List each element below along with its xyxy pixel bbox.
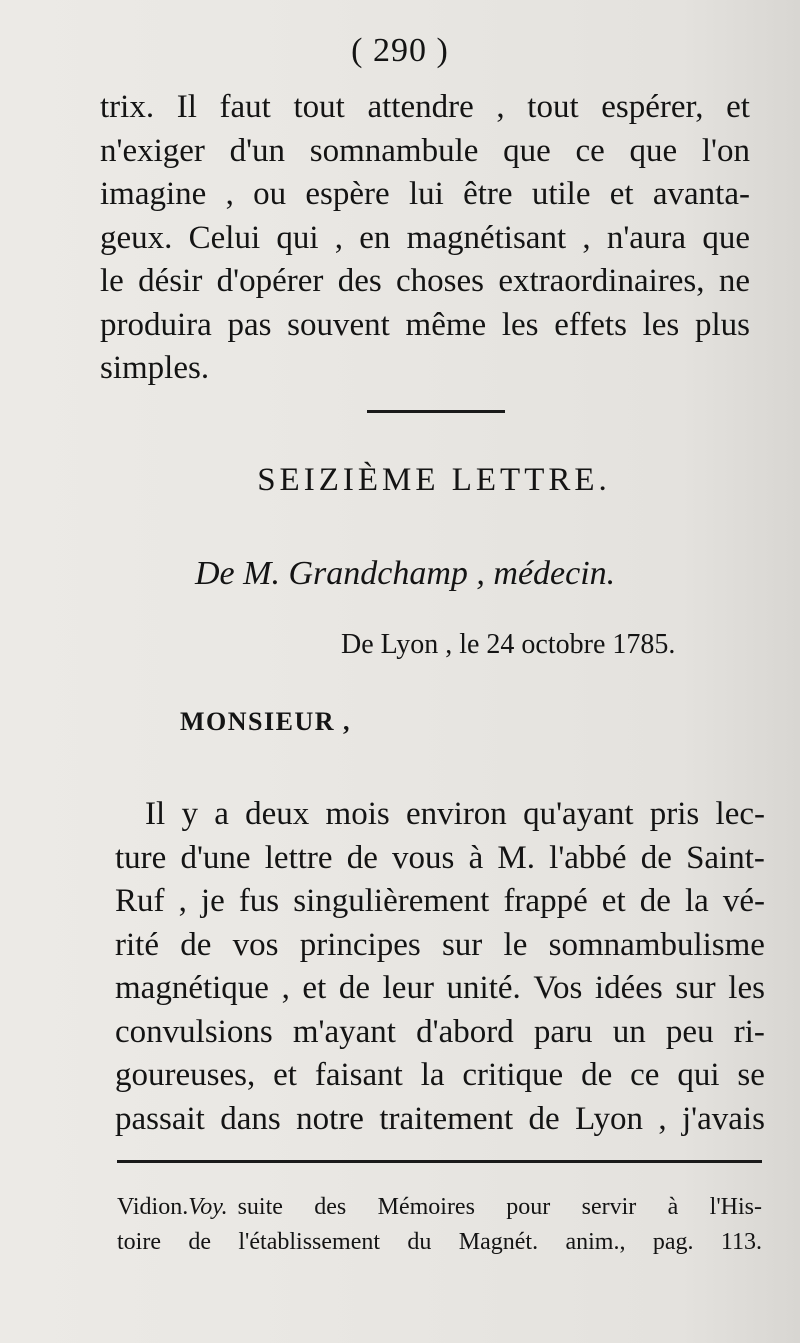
word: Il bbox=[145, 796, 166, 832]
word: dans bbox=[220, 1100, 281, 1137]
footnote-text: Vidion. bbox=[117, 1194, 189, 1220]
word: , bbox=[496, 89, 505, 125]
word: un bbox=[612, 1013, 646, 1050]
footnote bbox=[117, 1190, 762, 1260]
page-number: ( 290 ) bbox=[351, 32, 449, 69]
word: principes bbox=[299, 926, 421, 963]
word: ce bbox=[575, 132, 605, 169]
word: à bbox=[667, 1194, 679, 1220]
word: à bbox=[468, 839, 484, 876]
word: tout bbox=[527, 89, 579, 125]
word: de bbox=[180, 926, 212, 963]
word: tout bbox=[293, 89, 345, 125]
text-line bbox=[100, 347, 750, 391]
word: ri- bbox=[733, 1013, 765, 1050]
word: qui bbox=[276, 219, 319, 256]
word: goureuses, bbox=[115, 1057, 256, 1093]
word: de bbox=[581, 1057, 613, 1093]
word: pris bbox=[649, 796, 700, 832]
word: d'opérer bbox=[216, 263, 324, 299]
word: avanta- bbox=[652, 176, 750, 212]
word: de bbox=[528, 1100, 560, 1137]
word: de bbox=[188, 1229, 212, 1255]
word: et bbox=[601, 883, 626, 919]
word: 113. bbox=[720, 1229, 762, 1255]
word: vous bbox=[392, 839, 455, 876]
word: trix. bbox=[100, 89, 155, 125]
word: lui bbox=[408, 176, 444, 212]
word: suite bbox=[237, 1194, 283, 1220]
word: imagine bbox=[100, 176, 207, 212]
word: souvent bbox=[287, 306, 390, 343]
word: je bbox=[200, 883, 225, 919]
word: mois bbox=[325, 796, 390, 832]
word: ou bbox=[253, 176, 287, 212]
letter-salutation: MONSIEUR , bbox=[180, 707, 352, 736]
text-line bbox=[100, 260, 750, 304]
word: M. bbox=[497, 839, 535, 876]
word: l'on bbox=[701, 132, 750, 169]
word: plus bbox=[694, 306, 750, 343]
word: d'un bbox=[229, 132, 286, 169]
word: ce bbox=[630, 1057, 660, 1093]
text-line bbox=[100, 217, 750, 261]
text-line bbox=[100, 86, 750, 130]
word: m'ayant bbox=[292, 1013, 396, 1050]
word: peu bbox=[665, 1013, 714, 1050]
word: , bbox=[334, 219, 344, 256]
word: Saint- bbox=[686, 839, 765, 876]
word: sur bbox=[675, 970, 716, 1006]
word: ne bbox=[718, 263, 750, 299]
footnote-text bbox=[238, 1190, 762, 1225]
text-line bbox=[115, 1054, 765, 1098]
word: de bbox=[346, 839, 378, 876]
word: Magnét. bbox=[458, 1229, 539, 1255]
letter-author: De M. Grandchamp , médecin. bbox=[195, 555, 616, 592]
word: environ bbox=[406, 796, 507, 832]
word: lec- bbox=[715, 796, 765, 832]
word: même bbox=[405, 306, 487, 343]
text-line bbox=[100, 130, 750, 174]
word: vos bbox=[232, 926, 279, 963]
word: unité. bbox=[446, 970, 521, 1006]
text-line bbox=[115, 880, 765, 924]
text-line bbox=[100, 304, 750, 348]
word: simples. bbox=[100, 350, 210, 386]
word: espère bbox=[305, 176, 390, 212]
word: , bbox=[281, 970, 290, 1006]
text-line bbox=[115, 924, 765, 968]
word: de bbox=[338, 970, 371, 1006]
text-line bbox=[100, 173, 750, 217]
section-divider bbox=[367, 410, 505, 413]
intro-paragraph bbox=[100, 86, 750, 391]
word: effets bbox=[554, 306, 627, 343]
word: anim., bbox=[565, 1229, 626, 1255]
word: et bbox=[609, 176, 634, 212]
word: la bbox=[684, 883, 709, 919]
word: n'aura bbox=[606, 219, 687, 256]
word: lettre bbox=[264, 839, 333, 876]
word: leur bbox=[382, 970, 434, 1006]
word: magnétisant bbox=[406, 219, 567, 256]
word: magnétique bbox=[115, 970, 269, 1006]
word: espérer, bbox=[601, 89, 704, 125]
text-line bbox=[115, 1098, 765, 1142]
word: être bbox=[463, 176, 513, 212]
word: en bbox=[359, 219, 391, 256]
text-line bbox=[115, 1011, 765, 1055]
word: passait bbox=[115, 1100, 205, 1137]
word: les bbox=[501, 306, 539, 343]
word: , bbox=[225, 176, 234, 212]
word: et bbox=[302, 970, 327, 1006]
word: faut bbox=[219, 89, 271, 125]
footnote-rule bbox=[117, 1160, 762, 1163]
word: frappé bbox=[503, 883, 588, 919]
word: produira bbox=[100, 306, 212, 343]
word: pour bbox=[506, 1194, 551, 1220]
word: somnambulisme bbox=[548, 926, 765, 963]
footnote-line bbox=[117, 1190, 762, 1225]
word: Lyon bbox=[575, 1100, 643, 1137]
word: utile bbox=[531, 176, 591, 212]
word: des bbox=[314, 1194, 347, 1220]
word: ture bbox=[115, 839, 167, 876]
word: pas bbox=[227, 306, 272, 343]
word: les bbox=[642, 306, 680, 343]
word: Vos bbox=[533, 970, 583, 1006]
word: l'His- bbox=[709, 1194, 762, 1220]
word: choses bbox=[396, 263, 484, 299]
word: que bbox=[503, 132, 551, 169]
word: d'abord bbox=[416, 1013, 514, 1050]
word: , bbox=[582, 219, 591, 256]
word: paru bbox=[533, 1013, 593, 1050]
word: attendre bbox=[367, 89, 474, 125]
word: critique bbox=[462, 1057, 564, 1093]
word: traitement bbox=[379, 1100, 514, 1137]
word: vé- bbox=[722, 883, 765, 919]
text-line bbox=[115, 793, 765, 837]
word: idées bbox=[594, 970, 663, 1006]
word: se bbox=[737, 1057, 765, 1093]
word: Mémoires bbox=[377, 1194, 475, 1220]
word: extraordinaires, bbox=[498, 263, 705, 299]
word: n'exiger bbox=[100, 132, 205, 169]
word: singulièrement bbox=[293, 883, 490, 919]
word: de bbox=[640, 839, 672, 876]
word: la bbox=[420, 1057, 445, 1093]
word: a bbox=[214, 796, 229, 832]
text-line bbox=[115, 967, 765, 1011]
word: l'abbé bbox=[549, 839, 627, 876]
word: faisant bbox=[314, 1057, 403, 1093]
word: convulsions bbox=[115, 1013, 273, 1050]
word: et bbox=[726, 89, 750, 125]
text-line bbox=[115, 837, 765, 881]
word: Ruf bbox=[115, 883, 165, 919]
word: geux. bbox=[100, 219, 173, 256]
word: le bbox=[100, 263, 124, 299]
letter-body bbox=[115, 793, 765, 1141]
word: et bbox=[273, 1057, 297, 1093]
word: servir bbox=[581, 1194, 637, 1220]
word: qui bbox=[677, 1057, 720, 1093]
word: que bbox=[702, 219, 750, 256]
word: , bbox=[658, 1100, 667, 1137]
word: qu'ayant bbox=[523, 796, 634, 832]
word: l'établissement bbox=[238, 1229, 381, 1255]
word: Il bbox=[176, 89, 197, 125]
footnote-line bbox=[117, 1225, 762, 1260]
footnote-text: Voy. bbox=[188, 1194, 228, 1220]
word: de bbox=[639, 883, 671, 919]
word: notre bbox=[296, 1100, 364, 1137]
word: , bbox=[178, 883, 187, 919]
word: somnambule bbox=[309, 132, 479, 169]
word: le bbox=[503, 926, 528, 963]
word: que bbox=[629, 132, 678, 169]
word: des bbox=[337, 263, 382, 299]
letter-dateline: De Lyon , le 24 octobre 1785. bbox=[341, 629, 676, 660]
word: y bbox=[181, 796, 198, 832]
word: pag. bbox=[652, 1229, 694, 1255]
word: désir bbox=[138, 263, 203, 299]
chapter-title: SEIZIÈME LETTRE. bbox=[257, 462, 611, 498]
word: rité bbox=[115, 926, 159, 963]
word: deux bbox=[245, 796, 310, 832]
word: j'avais bbox=[682, 1100, 765, 1137]
word: sur bbox=[441, 926, 483, 963]
word: fus bbox=[238, 883, 280, 919]
word: du bbox=[407, 1229, 432, 1255]
word: les bbox=[728, 970, 765, 1006]
word: d'une bbox=[180, 839, 251, 876]
word: toire bbox=[117, 1229, 161, 1255]
word: Celui bbox=[188, 219, 261, 256]
